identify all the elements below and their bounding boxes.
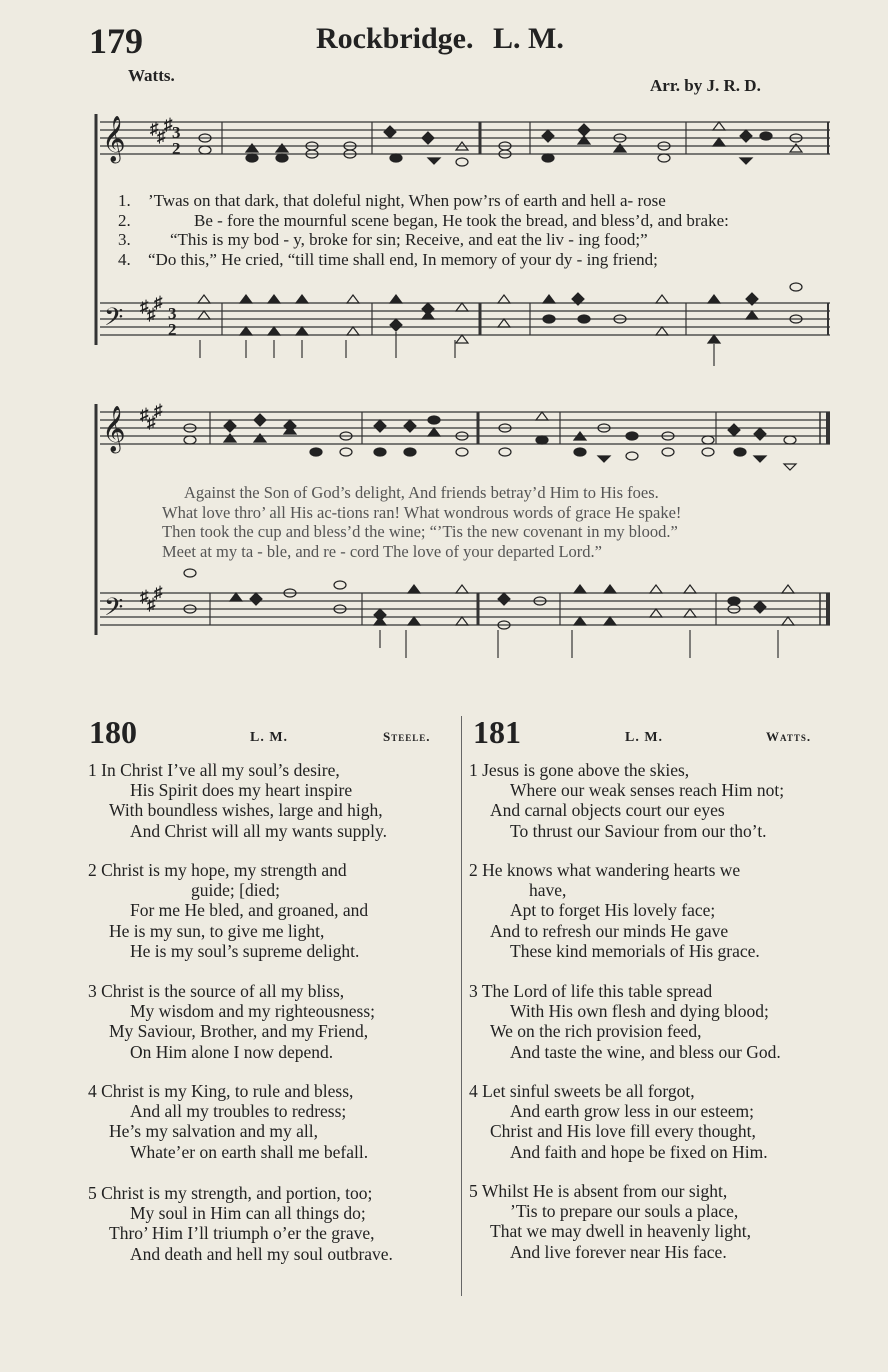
svg-text:♯: ♯ (154, 401, 163, 420)
lyric-line: 1. ’Twas on that dark, that doleful night, When pow’rs of earth and hell a- rose (118, 191, 666, 210)
column-divider (461, 716, 462, 1296)
svg-text:𝄞: 𝄞 (102, 406, 126, 452)
lyric-line: 3. “This is my bod - y, broke for sin; Receive, and eat the liv - ing food;” (118, 230, 648, 249)
tune-title (316, 22, 564, 56)
svg-text:♯: ♯ (147, 595, 156, 614)
lyric-line: 4. “Do this,” He cried, “till time shall end, In memory of your dy - ing friend; (118, 249, 658, 269)
svg-text:2: 2 (172, 139, 181, 158)
svg-text:♯: ♯ (154, 583, 163, 602)
lyric-line: Meet at my ta - ble, and re - cord The love of your departed Lord.” (162, 541, 602, 561)
svg-text:2: 2 (168, 320, 177, 339)
svg-text:♯: ♯ (154, 293, 163, 312)
lyric-line: Then took the cup and bless’d the wine; “’Tis the new covenant in my blood.” (162, 522, 678, 541)
hymn-180-verse-3: 3 Christ is the source of all my bliss, My wisdom and my righteousness; My Saviour, Brother, and my Friend, On Him alone I now depend. (88, 981, 375, 1062)
hymn-180-author: Steele. (383, 729, 431, 744)
tune-name: Rockbridge. (316, 22, 474, 55)
svg-text:♯: ♯ (147, 413, 156, 432)
lyric-line: What love thro’ all His ac-tions ran! What wondrous words of grace He spake! (162, 502, 682, 522)
hymn-181-meter: L. M. (625, 730, 664, 745)
svg-text:♯: ♯ (164, 115, 173, 134)
hymn-181-verse-4: 4 Let sinful sweets be all forgot, And earth grow less in our esteem; Christ and His love fill every thought, And faith and hope be fixed on Him. (469, 1081, 768, 1162)
lyrics-system-1 (118, 191, 729, 269)
svg-text:𝄢: 𝄢 (104, 593, 124, 628)
words-credit: Watts. (128, 66, 175, 85)
svg-text:𝄞: 𝄞 (102, 116, 126, 162)
svg-text:♯: ♯ (150, 119, 159, 138)
hymn-181-verse-2: 2 He knows what wandering hearts we have, Apt to forget His lovely face; And to refresh our minds He gave These kind memorials of His grace. (469, 860, 760, 961)
hymn-180-verse-5: 5 Christ is my strength, and portion, too; My soul in Him can all things do; Thro’ Him I’ll triumph o’er the grave, And death and hell my soul outbrave. (88, 1183, 393, 1264)
page-number: 179 (89, 21, 143, 61)
hymn-180-meter: L. M. (250, 730, 289, 745)
svg-text:♯: ♯ (147, 305, 156, 324)
svg-text:𝄢: 𝄢 (104, 303, 124, 338)
hymn-181-number: 181 (473, 714, 521, 750)
arranger-credit: Arr. by J. R. D. (650, 76, 761, 95)
lyric-line: Against the Son of God’s delight, And friends betray’d Him to His foes. (184, 483, 659, 502)
lyric-line: 2. Be - fore the mournful scene began, He took the bread, and bless’d, and brake: (118, 210, 729, 230)
svg-text:♯: ♯ (157, 127, 166, 146)
hymn-181-verse-5: 5 Whilst He is absent from our sight, ’Tis to prepare our souls a place, That we may dwell in heavenly light, And live forever near His face. (469, 1181, 751, 1262)
tune-meter: L. M. (493, 22, 564, 55)
hymn-180-verse-4: 4 Christ is my King, to rule and bless, And all my troubles to redress; He’s my salvation and my all, Whate’er on earth shall me befall. (88, 1081, 369, 1162)
svg-text:♯: ♯ (140, 297, 149, 316)
svg-text:♯: ♯ (140, 587, 149, 606)
hymn-181-verse-1: 1 Jesus is gone above the skies, Where our weak senses reach Him not; And carnal objects court our eyes To thrust our Saviour from our tho’t. (469, 760, 785, 841)
svg-text:3: 3 (172, 123, 181, 142)
svg-text:♯: ♯ (140, 405, 149, 424)
hymn-181-verse-3: 3 The Lord of life this table spread With His own flesh and dying blood; We on the rich provision feed, And taste the wine, and bless our God. (469, 981, 781, 1062)
hymn-180-verse-2: 2 Christ is my hope, my strength and guide; [died; For me He bled, and groaned, and He is my sun, to give me light, He is my soul’s supreme delight. (88, 860, 369, 961)
hymn-180-number: 180 (89, 714, 137, 750)
svg-text:3: 3 (168, 304, 177, 323)
lyrics-system-2 (162, 483, 681, 561)
hymn-180-verse-1: 1 In Christ I’ve all my soul’s desire, His Spirit does my heart inspire With boundless wishes, large and high, And Christ will all my wants supply. (88, 760, 387, 841)
hymn-181-author: Watts. (766, 729, 812, 744)
